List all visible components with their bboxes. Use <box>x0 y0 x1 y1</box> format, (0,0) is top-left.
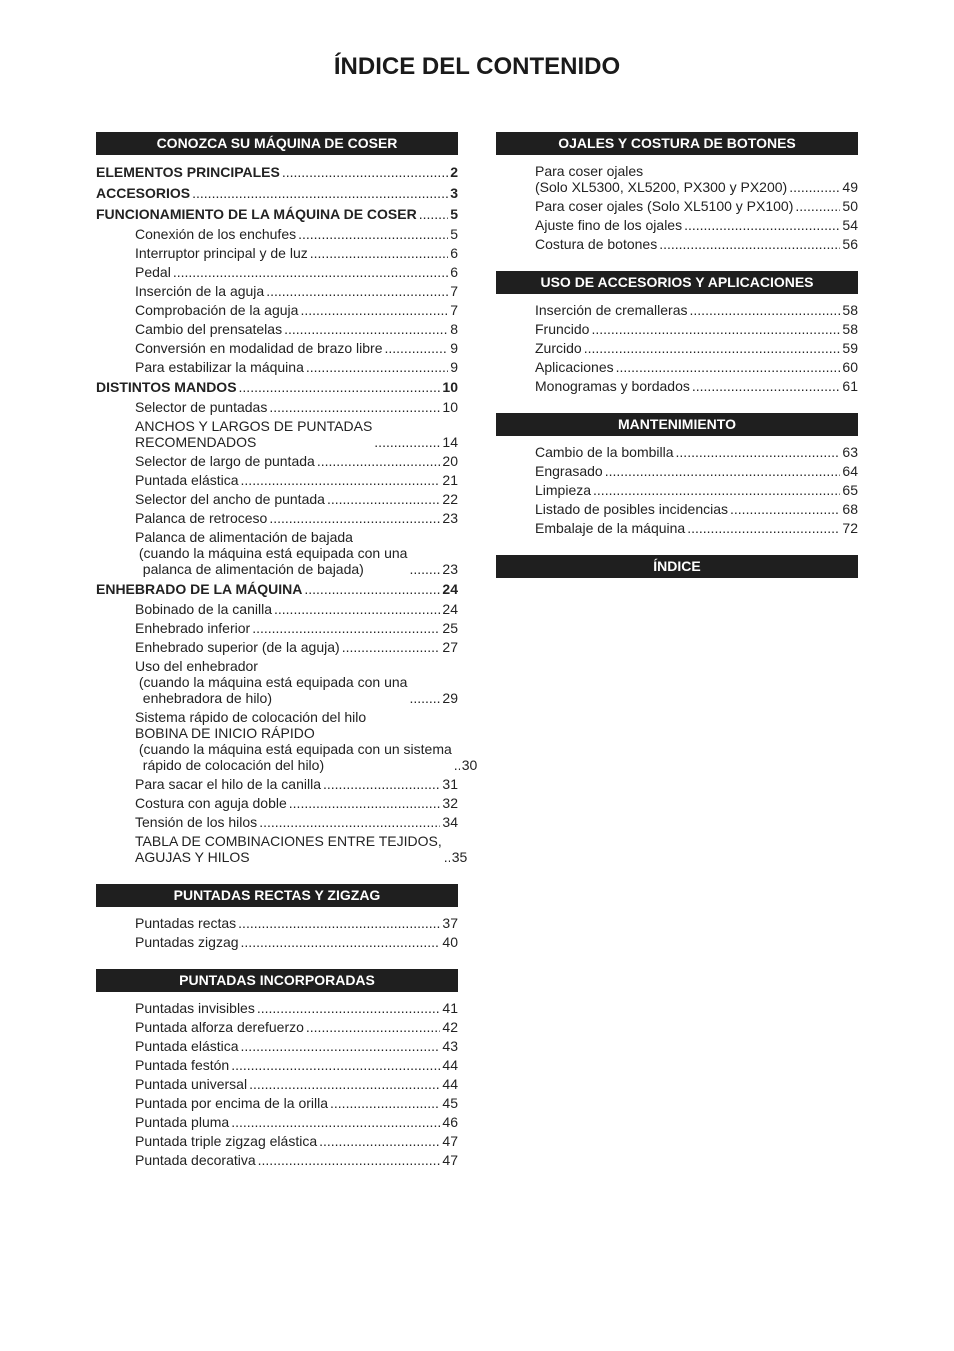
toc-entry-line: Fruncido <box>535 321 590 337</box>
toc-entry-line: TABLA DE COMBINACIONES ENTRE TEJIDOS, <box>135 833 442 849</box>
toc-entry-title <box>535 359 614 375</box>
toc-entry-title <box>96 379 237 395</box>
page-number: 9 <box>450 340 458 356</box>
page-number: 37 <box>442 915 458 931</box>
section-header: PUNTADAS RECTAS Y ZIGZAG <box>96 884 458 907</box>
toc-entry-title <box>135 639 340 655</box>
toc-entry[interactable] <box>96 416 458 451</box>
dot-leader <box>409 690 440 706</box>
toc-entry[interactable] <box>96 376 458 397</box>
toc-entry-title <box>135 321 282 337</box>
toc-entry-line: Enhebrado superior (de la aguja) <box>135 639 340 655</box>
toc-entry-line: Selector de largo de puntada <box>135 453 315 469</box>
page-number: 14 <box>442 434 458 450</box>
page-number: 58 <box>842 321 858 337</box>
toc-entry[interactable] <box>96 932 458 951</box>
dot-leader <box>616 359 841 375</box>
toc-entry-line: Para sacar el hilo de la canilla <box>135 776 321 792</box>
dot-leader <box>310 245 448 261</box>
page-number: 65 <box>842 482 858 498</box>
toc-section-mantenimiento <box>496 413 858 537</box>
dot-leader <box>304 581 440 597</box>
toc-entry-title <box>535 217 682 233</box>
dot-leader <box>327 491 440 507</box>
page-number: 68 <box>842 501 858 517</box>
toc-entry-title <box>135 529 407 577</box>
right-column <box>496 132 858 578</box>
toc-entry-title <box>535 482 591 498</box>
toc-entry-line: Para coser ojales (Solo XL5100 y PX100) <box>535 198 794 214</box>
page-number: 50 <box>842 198 858 214</box>
section-header: ÍNDICE <box>496 555 858 578</box>
dot-leader <box>282 164 448 180</box>
dot-leader <box>252 620 440 636</box>
dot-leader <box>257 1000 441 1016</box>
toc-entry[interactable] <box>96 508 458 527</box>
dot-leader <box>192 185 448 201</box>
toc-entry-title <box>135 1000 255 1016</box>
dot-leader <box>323 776 440 792</box>
toc-entry-title <box>135 418 372 450</box>
page-number: 41 <box>442 1000 458 1016</box>
page-number: 8 <box>450 321 458 337</box>
toc-entry-line: enhebradora de hilo) <box>135 690 272 706</box>
page-number: 23 <box>442 561 458 577</box>
dot-leader <box>342 639 441 655</box>
dot-leader <box>231 1057 440 1073</box>
toc-entry[interactable] <box>96 1131 458 1150</box>
toc-entry[interactable] <box>96 618 458 637</box>
dot-leader <box>330 1095 440 1111</box>
section-header: MANTENIMIENTO <box>496 413 858 436</box>
page-number: 35 <box>451 849 468 865</box>
toc-entry-line: ENHEBRADO DE LA MÁQUINA <box>96 581 303 597</box>
toc-entry[interactable] <box>96 1093 458 1112</box>
dot-leader <box>249 1076 440 1092</box>
toc-entry-line: Para estabilizar la máquina <box>135 359 304 375</box>
toc-entry-line: Conexión de los enchufes <box>135 226 297 242</box>
toc-entry[interactable] <box>96 527 458 578</box>
dot-leader <box>659 236 840 252</box>
toc-entry[interactable] <box>96 913 458 932</box>
toc-entry[interactable] <box>496 234 858 253</box>
toc-entry-line: Listado de posibles incidencias <box>535 501 729 517</box>
toc-entry-line: Uso del enhebrador <box>135 658 258 674</box>
toc-entry[interactable] <box>96 774 458 793</box>
page-number: 24 <box>442 581 458 597</box>
toc-entry-title <box>535 463 603 479</box>
toc-entry-line: (Solo XL5300, XL5200, PX300 y PX200) <box>535 179 788 195</box>
toc-entry[interactable] <box>96 793 458 812</box>
toc-entry-line: Conversión en modalidad de brazo libre <box>135 340 383 356</box>
dot-leader <box>605 463 841 479</box>
toc-entry[interactable] <box>496 499 858 518</box>
page-number: 72 <box>842 520 858 536</box>
toc-entry[interactable] <box>96 243 458 262</box>
toc-entry-line: Puntada triple zigzag elástica <box>135 1133 318 1149</box>
toc-entry-title <box>135 795 287 811</box>
toc-entry-line: Palanca de retroceso <box>135 510 268 526</box>
toc-entry-title <box>135 399 267 415</box>
dot-leader <box>266 283 448 299</box>
toc-entry[interactable] <box>96 203 458 224</box>
toc-entry[interactable] <box>96 1055 458 1074</box>
page-number: 24 <box>442 601 458 617</box>
toc-section-conozca-su-maquina-de-coser <box>96 132 478 866</box>
toc-entry-title <box>135 1057 229 1073</box>
dot-leader <box>374 434 440 450</box>
toc-entry[interactable] <box>96 338 458 357</box>
toc-entry-line: Aplicaciones <box>535 359 614 375</box>
toc-entry-line: DISTINTOS MANDOS <box>96 379 237 395</box>
toc-entry[interactable] <box>96 357 458 376</box>
toc-entry-line: (cuando la máquina está equipada con una <box>135 674 408 690</box>
toc-entry[interactable] <box>496 461 858 480</box>
page-number: 56 <box>842 236 858 252</box>
toc-entry-line: AGUJAS Y HILOS <box>135 849 250 865</box>
toc-entry-title <box>135 302 298 318</box>
dot-leader <box>687 520 840 536</box>
section-header: OJALES Y COSTURA DE BOTONES <box>496 132 858 155</box>
dot-leader <box>241 472 441 488</box>
toc-entry-line: Tensión de los hilos <box>135 814 258 830</box>
toc-entry[interactable] <box>496 338 858 357</box>
toc-entry-line: Interruptor principal y de luz <box>135 245 308 261</box>
dot-leader <box>300 302 448 318</box>
toc-entry[interactable] <box>96 831 468 866</box>
page-number: 7 <box>450 302 458 318</box>
toc-entry-line: Puntada pluma <box>135 1114 230 1130</box>
toc-entry[interactable] <box>96 637 458 656</box>
dot-leader <box>591 321 840 337</box>
dot-leader <box>306 359 448 375</box>
toc-entry-line: RECOMENDADOS <box>135 434 257 450</box>
toc-entry-title <box>535 520 685 536</box>
dot-leader <box>690 302 841 318</box>
toc-entry-line: Puntada elástica <box>135 1038 239 1054</box>
toc-section-puntadas-incorporadas <box>96 969 458 1169</box>
toc-entry[interactable] <box>96 451 458 470</box>
toc-entry[interactable] <box>496 376 858 395</box>
dot-leader <box>284 321 448 337</box>
toc-entry-title <box>535 302 688 318</box>
page-number: 44 <box>442 1076 458 1092</box>
toc-entry-title <box>535 236 657 252</box>
toc-entry-line: Selector de puntadas <box>135 399 268 415</box>
toc-entry-line: Palanca de alimentación de bajada <box>135 529 353 545</box>
page-number: 46 <box>442 1114 458 1130</box>
toc-entry-line: Costura con aguja doble <box>135 795 287 811</box>
page-number: 47 <box>442 1133 458 1149</box>
toc-entry-line: Puntada elástica <box>135 472 239 488</box>
page-number: 30 <box>461 757 478 773</box>
page-number: 9 <box>450 359 458 375</box>
toc-entry[interactable] <box>96 224 458 243</box>
toc-entry-line: Sistema rápido de colocación del hilo <box>135 709 367 725</box>
page-number: 63 <box>842 444 858 460</box>
page-title: ÍNDICE DEL CONTENIDO <box>333 53 621 80</box>
dot-leader <box>259 814 440 830</box>
page-number: 45 <box>442 1095 458 1111</box>
dot-leader <box>239 379 441 395</box>
toc-entry[interactable] <box>496 161 858 196</box>
toc-entry-line: Inserción de la aguja <box>135 283 265 299</box>
toc-entry[interactable] <box>496 300 858 319</box>
toc-section-uso-de-accesorios-y-aplicaciones <box>496 271 858 395</box>
page-number: 54 <box>842 217 858 233</box>
toc-entry-title <box>135 453 315 469</box>
toc-entry-line: Puntadas invisibles <box>135 1000 255 1016</box>
toc-entry-title <box>135 340 382 356</box>
toc-entry-title <box>135 658 407 706</box>
dot-leader <box>419 206 448 222</box>
page-number: 32 <box>442 795 458 811</box>
page-number: 23 <box>442 510 458 526</box>
dot-leader <box>274 601 440 617</box>
toc-entry[interactable] <box>496 480 858 499</box>
toc-entry[interactable] <box>96 998 458 1017</box>
page-number: 3 <box>450 185 458 201</box>
page-number: 6 <box>450 264 458 280</box>
dot-leader <box>444 849 450 865</box>
toc-entry-line: Cambio de la bombilla <box>535 444 674 460</box>
toc-entry-title <box>535 340 582 356</box>
section-header: PUNTADAS INCORPORADAS <box>96 969 458 992</box>
page-number: 40 <box>442 934 458 950</box>
toc-entry-line: Pedal <box>135 264 171 280</box>
toc-entry-title <box>96 164 280 180</box>
toc-entry-title <box>135 620 250 636</box>
toc-entry-line: Puntadas zigzag <box>135 934 239 950</box>
toc-entry[interactable] <box>496 215 858 234</box>
toc-entry-line: ELEMENTOS PRINCIPALES <box>96 164 280 180</box>
toc-entry-line: Puntada alforza derefuerzo <box>135 1019 304 1035</box>
page-number: 21 <box>442 472 458 488</box>
page-number: 10 <box>442 399 458 415</box>
toc-entry-line: Engrasado <box>535 463 603 479</box>
toc-entry-title <box>135 814 257 830</box>
left-column <box>96 132 478 1187</box>
toc-entry-line: BOBINA DE INICIO RÁPIDO <box>135 725 315 741</box>
toc-entry-title <box>135 833 442 865</box>
toc-entry-title <box>135 510 267 526</box>
dot-leader <box>795 198 840 214</box>
toc-entry-title <box>535 444 674 460</box>
toc-entry-line: ANCHOS Y LARGOS DE PUNTADAS <box>135 418 373 434</box>
page-number: 29 <box>442 690 458 706</box>
dot-leader <box>269 399 440 415</box>
toc-entry-title <box>135 1095 328 1111</box>
toc-entry-line: FUNCIONAMIENTO DE LA MÁQUINA DE COSER <box>96 206 417 222</box>
toc-entry[interactable] <box>496 357 858 376</box>
toc-section-ojales-y-costura-de-botones <box>496 132 858 253</box>
toc-entry-line: Puntadas rectas <box>135 915 237 931</box>
toc-entry-title <box>135 226 296 242</box>
toc-entry-title <box>96 206 417 222</box>
toc-entry[interactable] <box>96 1150 458 1169</box>
toc-entry[interactable] <box>496 196 858 215</box>
dot-leader <box>231 1114 440 1130</box>
dot-leader <box>289 795 441 811</box>
page-number: 60 <box>842 359 858 375</box>
toc-entry-title <box>535 198 793 214</box>
toc-entry[interactable] <box>496 319 858 338</box>
page-number: 5 <box>450 206 458 222</box>
toc-entry[interactable] <box>96 812 458 831</box>
toc-entry-line: (cuando la máquina está equipada con un sistema <box>135 741 452 757</box>
page-number: 2 <box>450 164 458 180</box>
toc-entry-title <box>135 491 325 507</box>
page-number: 34 <box>442 814 458 830</box>
dot-leader <box>306 1019 441 1035</box>
dot-leader <box>238 915 440 931</box>
page-number: 20 <box>442 453 458 469</box>
dot-leader <box>319 1133 440 1149</box>
toc-entry[interactable] <box>96 707 478 774</box>
page-number: 22 <box>442 491 458 507</box>
page-number: 58 <box>842 302 858 318</box>
toc-entry-line: Zurcido <box>535 340 582 356</box>
toc-entry-line: Monogramas y bordados <box>535 378 690 394</box>
page-number: 43 <box>442 1038 458 1054</box>
toc-entry-title <box>135 245 308 261</box>
toc-entry-title <box>135 1076 247 1092</box>
toc-entry-title <box>135 283 264 299</box>
toc-entry-line: Cambio del prensatelas <box>135 321 283 337</box>
toc-entry-title <box>135 472 239 488</box>
section-header: USO DE ACCESORIOS Y APLICACIONES <box>496 271 858 294</box>
toc-entry[interactable] <box>96 319 458 338</box>
toc-entry-line: Enhebrado inferior <box>135 620 251 636</box>
dot-leader <box>317 453 441 469</box>
toc-entry-title <box>135 359 304 375</box>
toc-entry[interactable] <box>96 1036 458 1055</box>
page-number: 47 <box>442 1152 458 1168</box>
toc-entry[interactable] <box>96 397 458 416</box>
toc-section-indice <box>496 555 858 578</box>
toc-entry-title <box>535 163 787 195</box>
toc-entry-line: Inserción de cremalleras <box>535 302 688 318</box>
toc-entry[interactable] <box>496 442 858 461</box>
dot-leader <box>241 934 441 950</box>
toc-entry-title <box>135 601 272 617</box>
dot-leader <box>173 264 448 280</box>
toc-entry-line: Comprobación de la aguja <box>135 302 299 318</box>
toc-entry[interactable] <box>96 1017 458 1036</box>
page-number: 7 <box>450 283 458 299</box>
toc-entry-title <box>96 581 302 597</box>
page-number: 6 <box>450 245 458 261</box>
toc-entry[interactable] <box>96 578 458 599</box>
toc-entry-title <box>135 776 321 792</box>
toc-entry-title <box>535 378 690 394</box>
dot-leader <box>789 179 840 195</box>
page-number: 25 <box>442 620 458 636</box>
toc-entry-title <box>135 1114 229 1130</box>
toc-entry-title <box>135 1133 317 1149</box>
dot-leader <box>298 226 448 242</box>
toc-entry-line: Para coser ojales <box>535 163 644 179</box>
toc-entry-line: rápido de colocación del hilo) <box>135 757 325 773</box>
toc-entry[interactable] <box>96 262 458 281</box>
page-number: 5 <box>450 226 458 242</box>
toc-entry[interactable] <box>96 1112 458 1131</box>
toc-entry-line: palanca de alimentación de bajada) <box>135 561 364 577</box>
toc-entry-line: Puntada por encima de la orilla <box>135 1095 329 1111</box>
toc-entry[interactable] <box>496 518 858 537</box>
toc-entry-line: Embalaje de la máquina <box>535 520 686 536</box>
dot-leader <box>593 482 840 498</box>
toc-entry-title <box>96 185 190 201</box>
dot-leader <box>269 510 440 526</box>
toc-entry-title <box>135 709 452 773</box>
dot-leader <box>730 501 840 517</box>
dot-leader <box>692 378 841 394</box>
toc-entry-title <box>135 1152 256 1168</box>
toc-entry[interactable] <box>96 1074 458 1093</box>
page-number: 49 <box>842 179 858 195</box>
toc-entry-line: Puntada festón <box>135 1057 230 1073</box>
toc-entry-title <box>135 1038 239 1054</box>
page-number: 31 <box>442 776 458 792</box>
toc-entry-line: Selector del ancho de puntada <box>135 491 325 507</box>
toc-entry[interactable] <box>96 161 458 182</box>
toc-entry[interactable] <box>96 182 458 203</box>
dot-leader <box>258 1152 441 1168</box>
toc-entry-line: Ajuste fino de los ojales <box>535 217 683 233</box>
dot-leader <box>676 444 841 460</box>
dot-leader <box>384 340 448 356</box>
toc-entry-title <box>135 934 239 950</box>
toc-entry-line: Bobinado de la canilla <box>135 601 272 617</box>
toc-entry-title <box>135 1019 304 1035</box>
toc-entry-line: Limpieza <box>535 482 592 498</box>
toc-entry-title <box>135 915 236 931</box>
toc-entry-line: ACCESORIOS <box>96 185 191 201</box>
toc-entry[interactable] <box>96 281 458 300</box>
dot-leader <box>684 217 840 233</box>
toc-section-puntadas-rectas-y-zigzag <box>96 884 458 951</box>
section-header: CONOZCA SU MÁQUINA DE COSER <box>96 132 458 155</box>
page-number: 61 <box>842 378 858 394</box>
toc-entry-line: Puntada universal <box>135 1076 248 1092</box>
toc-entry[interactable] <box>96 300 458 319</box>
toc-entry-line: (cuando la máquina está equipada con una <box>135 545 408 561</box>
toc-entry[interactable] <box>96 489 458 508</box>
dot-leader <box>241 1038 441 1054</box>
page-number: 10 <box>442 379 458 395</box>
page-number: 42 <box>442 1019 458 1035</box>
toc-entry[interactable] <box>96 656 458 707</box>
page-number: 27 <box>442 639 458 655</box>
toc-entry-title <box>535 321 589 337</box>
toc-entry-title <box>535 501 728 517</box>
dot-leader <box>584 340 841 356</box>
page-number: 59 <box>842 340 858 356</box>
toc-entry-line: Puntada decorativa <box>135 1152 256 1168</box>
toc-entry-title <box>135 264 171 280</box>
dot-leader <box>409 561 440 577</box>
page-number: 44 <box>442 1057 458 1073</box>
toc-entry[interactable] <box>96 470 458 489</box>
page-number: 64 <box>842 463 858 479</box>
dot-leader <box>454 757 460 773</box>
toc-entry-line: Costura de botones <box>535 236 658 252</box>
toc-entry[interactable] <box>96 599 458 618</box>
